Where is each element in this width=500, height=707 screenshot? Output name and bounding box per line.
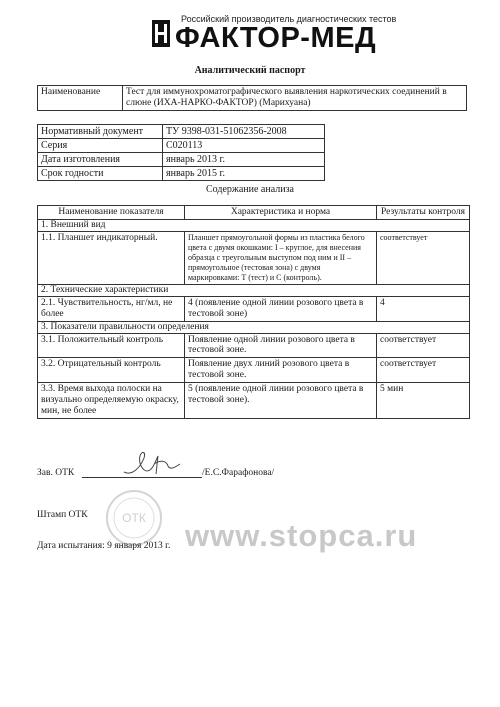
row-result: соответствует (377, 231, 470, 284)
otk-stamp (104, 488, 164, 548)
meta-value: С020113 (163, 139, 325, 153)
section-title: 1. Внешний вид (38, 219, 470, 231)
row-norm: Планшет прямоугольной формы из пластика белого цвета с двумя окошками: I – круглое, для внесения образца с треугольным выступом под ним и II – прямоугольное (тестовая зона) с двумя маркировками: Т (тест) и С (контроль). (185, 231, 377, 284)
table-row (38, 231, 470, 284)
meta-label: Серия (38, 139, 163, 153)
row-name: 3.2. Отрицательный контроль (38, 358, 185, 383)
test-date: Дата испытания: 9 января 2013 г. (37, 541, 171, 551)
section-row (38, 219, 470, 231)
signer-name: /Е.С.Фарафонова/ (202, 468, 275, 478)
meta-value: январь 2013 г. (163, 153, 325, 167)
section-row (38, 321, 470, 333)
table-row (38, 383, 470, 419)
row-norm: 5 (появление одной линии розового цвета в тестовой зоне). (185, 383, 377, 419)
stamp-label: Штамп ОТК (37, 510, 88, 520)
table-row (38, 358, 470, 383)
meta-table (37, 124, 325, 181)
table-row (38, 333, 470, 358)
meta-value: январь 2015 г. (163, 167, 325, 181)
table-row (38, 296, 470, 321)
row-result: соответствует (377, 358, 470, 383)
row-result: соответствует (377, 333, 470, 358)
handwritten-signature (118, 446, 188, 480)
row-name: 2.1. Чувствительность, нг/мл, не более (38, 296, 185, 321)
analysis-title: Содержание анализа (206, 184, 294, 195)
brand-name: ФАКТОР-МЕД (175, 22, 377, 54)
logo-icon (152, 20, 170, 47)
analysis-table (37, 205, 470, 419)
section-title: 3. Показатели правильности определения (38, 321, 470, 333)
header-norm: Характеристика и норма (185, 206, 377, 220)
row-result: 4 (377, 296, 470, 321)
meta-value: ТУ 9398-031-51062356-2008 (163, 125, 325, 139)
otk-label: Зав. ОТК (37, 468, 75, 478)
meta-label: Срок годности (38, 167, 163, 181)
stamp-text: ОТК (122, 511, 146, 525)
table-row (38, 139, 325, 153)
table-row (38, 167, 325, 181)
header-name: Наименование показателя (38, 206, 185, 220)
meta-label: Дата изготовления (38, 153, 163, 167)
row-name: 1.1. Планшет индикаторный. (38, 231, 185, 284)
table-header-row (38, 206, 470, 220)
name-value: Тест для иммунохроматографического выявления наркотических соединений в слюне (ИХА-НАРКО-ФАКТОР) (Марихуана) (123, 86, 467, 111)
table-row (38, 153, 325, 167)
watermark: www.stopca.ru (185, 518, 418, 553)
brand-tagline: Российский производитель диагностических тестов (181, 14, 397, 24)
table-row (38, 86, 467, 111)
table-row (38, 125, 325, 139)
meta-label: Нормативный документ (38, 125, 163, 139)
name-table (37, 85, 467, 111)
document-title: Аналитический паспорт (194, 65, 306, 76)
name-label: Наименование (38, 86, 123, 111)
row-name: 3.1. Положительный контроль (38, 333, 185, 358)
row-norm: 4 (появление одной линии розового цвета в тестовой зоне) (185, 296, 377, 321)
row-norm: Появление двух линий розового цвета в тестовой зоне. (185, 358, 377, 383)
row-result: 5 мин (377, 383, 470, 419)
row-name: 3.3. Время выхода полоски на визуально определяемую окраску, мин, не более (38, 383, 185, 419)
row-norm: Появление одной линии розового цвета в тестовой зоне. (185, 333, 377, 358)
section-row (38, 284, 470, 296)
header-result: Результаты контроля (377, 206, 470, 220)
section-title: 2. Технические характеристики (38, 284, 470, 296)
